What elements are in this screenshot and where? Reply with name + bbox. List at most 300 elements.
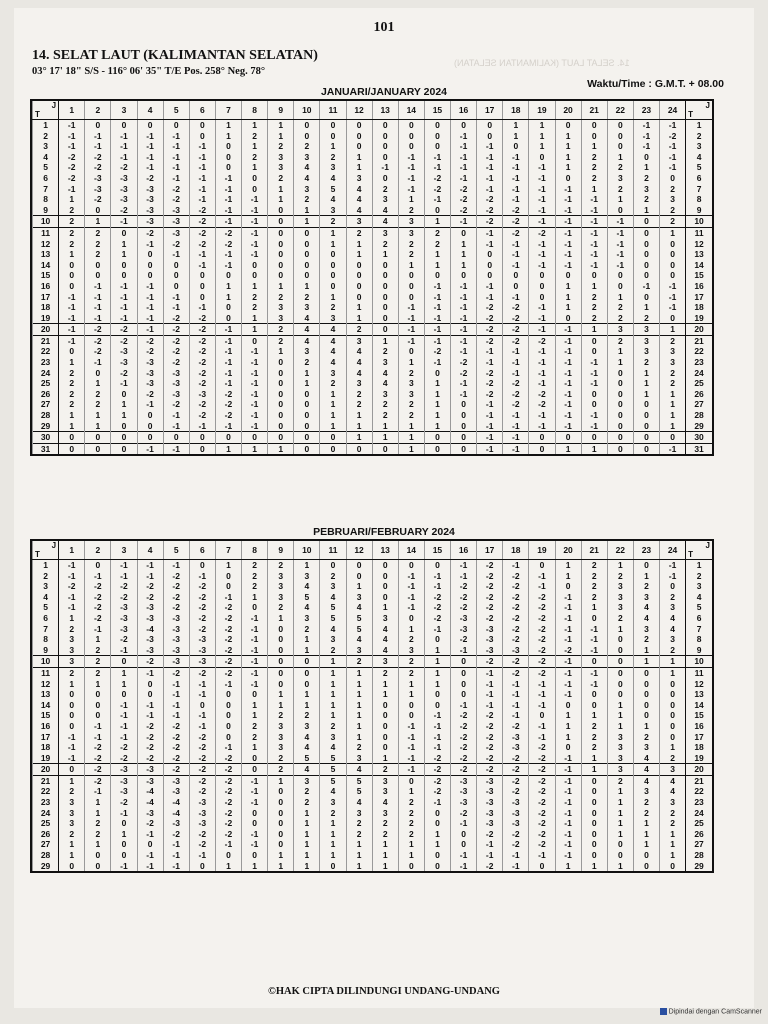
day-label-right: 28	[686, 850, 712, 861]
tide-cell: 1	[294, 818, 320, 829]
tide-cell: 0	[398, 270, 424, 281]
tide-cell: -1	[581, 624, 607, 635]
tide-cell: 5	[294, 592, 320, 603]
tide-cell: 0	[555, 173, 581, 184]
tide-cell: 0	[215, 270, 241, 281]
day-label-right: 8	[686, 634, 712, 645]
tide-cell: 0	[59, 700, 85, 711]
tide-cell: -2	[85, 194, 111, 205]
day-label: 6	[33, 173, 59, 184]
tide-cell: -3	[137, 368, 163, 379]
tide-cell: -2	[529, 764, 555, 776]
tide-cell: 0	[189, 292, 215, 303]
hour-header: 4	[137, 541, 163, 560]
tide-cell: -1	[137, 131, 163, 142]
tide-cell: 1	[607, 710, 633, 721]
tide-cell: -1	[424, 797, 450, 808]
tide-cell: -1	[503, 184, 529, 195]
day-label: 11	[33, 667, 59, 678]
tide-cell: 0	[581, 346, 607, 357]
tide-cell: -2	[189, 335, 215, 346]
tide-cell: 0	[242, 689, 268, 700]
tide-cell: 1	[242, 120, 268, 131]
day-label: 21	[33, 775, 59, 786]
tide-cell: 0	[59, 721, 85, 732]
tide-cell: 0	[215, 141, 241, 152]
tide-cell: -1	[215, 184, 241, 195]
tide-cell: 0	[137, 432, 163, 444]
tide-cell: 3	[294, 184, 320, 195]
table-row	[33, 861, 713, 872]
tide-cell: -1	[660, 120, 686, 131]
tide-cell: 0	[581, 432, 607, 444]
tide-cell: 0	[137, 410, 163, 421]
tide-cell: -1	[59, 292, 85, 303]
tide-cell: 0	[137, 270, 163, 281]
day-label-right: 17	[686, 292, 712, 303]
day-label: 16	[33, 721, 59, 732]
tide-cell: -1	[85, 624, 111, 635]
tide-cell: 5	[320, 764, 346, 776]
tide-cell: 1	[215, 560, 241, 571]
tide-cell: -1	[163, 560, 189, 571]
tide-cell: 3	[633, 592, 659, 603]
tide-cell: -1	[242, 829, 268, 840]
tide-cell: -2	[137, 753, 163, 764]
tide-cell: 0	[346, 443, 372, 454]
tide-cell: -1	[242, 421, 268, 432]
tide-cell: -1	[529, 324, 555, 336]
day-label: 2	[33, 571, 59, 582]
tide-cell: -2	[189, 613, 215, 624]
tide-cell: -1	[163, 173, 189, 184]
day-label-right: 29	[686, 421, 712, 432]
tide-cell: 2	[607, 571, 633, 582]
tide-cell: -2	[451, 732, 477, 743]
tide-cell: 2	[581, 313, 607, 324]
tide-cell: -1	[242, 667, 268, 678]
tide-cell: 0	[477, 260, 503, 271]
day-label-right: 8	[686, 194, 712, 205]
tide-cell: 3	[268, 732, 294, 743]
tide-cell: -1	[424, 313, 450, 324]
tide-cell: 0	[581, 839, 607, 850]
tide-cell: -3	[503, 808, 529, 819]
tide-cell: 2	[85, 227, 111, 238]
tide-cell: -1	[242, 775, 268, 786]
tide-cell: 0	[242, 808, 268, 819]
tide-cell: 4	[320, 173, 346, 184]
tide-cell: 2	[242, 560, 268, 571]
tide-cell: 0	[581, 808, 607, 819]
tide-cell: 5	[320, 613, 346, 624]
tide-cell: -2	[503, 624, 529, 635]
tide-cell: 0	[372, 131, 398, 142]
tide-cell: 1	[294, 634, 320, 645]
tide-cell: -3	[189, 818, 215, 829]
tide-cell: 1	[320, 292, 346, 303]
tide-cell: -2	[503, 721, 529, 732]
tide-cell: -1	[477, 281, 503, 292]
table-row	[33, 808, 713, 819]
tide-cell: 1	[581, 443, 607, 454]
tide-cell: -1	[59, 131, 85, 142]
tide-cell: 0	[607, 399, 633, 410]
tide-cell: -1	[503, 249, 529, 260]
tide-cell: -1	[189, 679, 215, 690]
tide-cell: 3	[320, 732, 346, 743]
tide-cell: -3	[503, 645, 529, 656]
tide-cell: 4	[372, 216, 398, 228]
tide-cell: 3	[398, 227, 424, 238]
tide-cell: 0	[398, 281, 424, 292]
tide-cell: 0	[633, 270, 659, 281]
tide-cell: 2	[581, 152, 607, 163]
hour-header: 22	[607, 541, 633, 560]
tide-cell: 1	[242, 861, 268, 872]
tide-cell: 0	[633, 227, 659, 238]
hour-header: 12	[346, 541, 372, 560]
camscanner-icon	[660, 1008, 667, 1015]
tide-cell: 2	[398, 634, 424, 645]
tide-cell: 3	[660, 764, 686, 776]
tide-cell: 1	[320, 689, 346, 700]
hour-header: 24	[660, 541, 686, 560]
tide-cell: -3	[477, 634, 503, 645]
tide-cell: -1	[59, 313, 85, 324]
tide-cell: -2	[451, 753, 477, 764]
scanner-watermark	[660, 1008, 762, 1015]
tide-cell: 1	[451, 249, 477, 260]
tide-cell: 4	[346, 205, 372, 216]
tide-cell: 0	[242, 270, 268, 281]
tide-cell: -2	[189, 753, 215, 764]
tide-cell: -2	[85, 613, 111, 624]
tide-cell: -1	[477, 162, 503, 173]
tide-cell: 0	[320, 270, 346, 281]
tide-cell: -2	[111, 205, 137, 216]
tide-cell: -1	[477, 432, 503, 444]
tide-cell: 3	[320, 634, 346, 645]
tide-cell: 0	[607, 120, 633, 131]
tide-cell: -1	[215, 679, 241, 690]
tide-cell: 0	[137, 120, 163, 131]
tide-cell: -3	[477, 786, 503, 797]
tide-cell: -3	[503, 742, 529, 753]
tide-cell: 0	[85, 443, 111, 454]
tide-cell: -1	[111, 131, 137, 142]
tide-cell: 1	[581, 710, 607, 721]
january-table	[30, 99, 714, 456]
tide-cell: -2	[503, 786, 529, 797]
tide-cell: -3	[477, 645, 503, 656]
tide-cell: 0	[85, 850, 111, 861]
day-label-right: 26	[686, 829, 712, 840]
day-label: 30	[33, 432, 59, 444]
tide-cell: -2	[503, 592, 529, 603]
tide-cell: -1	[529, 410, 555, 421]
tide-cell: -1	[215, 249, 241, 260]
tide-cell: 1	[242, 710, 268, 721]
tide-cell: 5	[346, 786, 372, 797]
day-label: 16	[33, 281, 59, 292]
tide-cell: 0	[111, 260, 137, 271]
tide-cell: 0	[451, 689, 477, 700]
tide-cell: -1	[215, 378, 241, 389]
tide-cell: 2	[607, 335, 633, 346]
tide-cell: 2	[581, 302, 607, 313]
tide-cell: 0	[607, 389, 633, 400]
tide-cell: -1	[451, 645, 477, 656]
tide-cell: 1	[346, 710, 372, 721]
tide-cell: 4	[294, 742, 320, 753]
tide-cell: -2	[85, 602, 111, 613]
tide-cell: 0	[268, 634, 294, 645]
tide-cell: -1	[215, 335, 241, 346]
tide-cell: 0	[268, 205, 294, 216]
tide-cell: 0	[372, 152, 398, 163]
day-label-right: 18	[686, 742, 712, 753]
tide-cell: 1	[85, 378, 111, 389]
tide-cell: -2	[137, 346, 163, 357]
tide-cell: 1	[294, 839, 320, 850]
tide-cell: -1	[424, 357, 450, 368]
tide-cell: 1	[320, 141, 346, 152]
tide-cell: -1	[242, 613, 268, 624]
hour-header: 23	[633, 541, 659, 560]
tide-cell: -1	[529, 313, 555, 324]
tide-cell: -2	[215, 624, 241, 635]
tide-cell: -1	[529, 302, 555, 313]
tide-cell: 1	[372, 861, 398, 872]
hour-header: 6	[189, 101, 215, 120]
day-label: 15	[33, 270, 59, 281]
tide-cell: -1	[477, 173, 503, 184]
tide-cell: 2	[268, 753, 294, 764]
table-row	[33, 592, 713, 603]
tide-cell: -1	[85, 141, 111, 152]
tide-cell: -1	[398, 302, 424, 313]
day-label: 28	[33, 410, 59, 421]
tide-cell: -1	[529, 184, 555, 195]
tide-cell: 0	[555, 313, 581, 324]
tide-cell: -1	[85, 357, 111, 368]
tide-cell: -2	[163, 742, 189, 753]
tide-cell: 0	[398, 861, 424, 872]
tide-cell: -1	[137, 162, 163, 173]
tide-cell: 2	[346, 324, 372, 336]
day-label: 1	[33, 120, 59, 131]
tide-cell: -3	[477, 624, 503, 635]
tide-cell: 1	[268, 131, 294, 142]
tide-cell: 2	[581, 721, 607, 732]
tide-cell: 0	[242, 260, 268, 271]
day-label-right: 27	[686, 839, 712, 850]
tide-cell: -1	[163, 421, 189, 432]
tide-cell: 0	[660, 239, 686, 250]
tide-cell: -1	[555, 335, 581, 346]
tide-cell: 2	[372, 829, 398, 840]
tide-cell: 1	[633, 162, 659, 173]
hour-header: 18	[503, 541, 529, 560]
tide-cell: -2	[163, 571, 189, 582]
tide-cell: -3	[111, 613, 137, 624]
tide-cell: 3	[268, 152, 294, 163]
tide-cell: 4	[320, 592, 346, 603]
table-row	[33, 421, 713, 432]
tide-cell: 0	[424, 368, 450, 379]
tide-cell: 1	[372, 421, 398, 432]
tide-cell: 1	[111, 239, 137, 250]
tide-cell: -1	[529, 194, 555, 205]
day-label: 14	[33, 260, 59, 271]
tide-cell: -2	[215, 753, 241, 764]
tide-cell: -2	[424, 602, 450, 613]
tide-cell: 5	[320, 775, 346, 786]
day-label-right: 1	[686, 560, 712, 571]
tide-cell: 0	[503, 281, 529, 292]
tide-cell: 1	[424, 389, 450, 400]
tide-cell: -2	[503, 324, 529, 336]
tide-cell: 0	[268, 829, 294, 840]
tide-cell: 1	[294, 216, 320, 228]
tide-cell: 0	[607, 270, 633, 281]
tide-cell: -1	[424, 324, 450, 336]
day-label: 13	[33, 249, 59, 260]
tide-cell: 2	[320, 302, 346, 313]
tide-cell: -1	[137, 239, 163, 250]
tide-cell: -1	[451, 700, 477, 711]
tide-cell: -2	[503, 775, 529, 786]
tide-cell: -2	[529, 818, 555, 829]
tide-cell: 4	[294, 335, 320, 346]
tide-cell: 1	[424, 216, 450, 228]
tide-cell: 3	[346, 753, 372, 764]
tide-cell: 0	[555, 742, 581, 753]
tide-cell: -1	[111, 700, 137, 711]
day-label: 23	[33, 357, 59, 368]
table-row	[33, 634, 713, 645]
tide-cell: -1	[398, 184, 424, 195]
tide-cell: -1	[529, 357, 555, 368]
tide-cell: -3	[137, 808, 163, 819]
tide-cell: -2	[163, 357, 189, 368]
tide-cell: 5	[346, 624, 372, 635]
tide-cell: 1	[581, 753, 607, 764]
tide-cell: 2	[633, 173, 659, 184]
hour-header: 1	[59, 101, 85, 120]
tide-cell: -3	[137, 357, 163, 368]
tide-cell: -1	[555, 613, 581, 624]
tide-cell: -1	[215, 742, 241, 753]
tide-cell: -1	[137, 324, 163, 336]
tide-cell: -1	[451, 292, 477, 303]
tide-cell: -1	[529, 421, 555, 432]
tide-cell: 0	[398, 131, 424, 142]
tide-cell: 4	[320, 742, 346, 753]
tide-cell: 0	[424, 141, 450, 152]
tide-cell: -3	[163, 389, 189, 400]
tide-cell: 0	[85, 432, 111, 444]
tide-cell: -1	[137, 141, 163, 152]
tide-cell: 1	[581, 324, 607, 336]
tide-cell: 0	[555, 581, 581, 592]
tide-cell: 1	[555, 162, 581, 173]
table-row	[33, 205, 713, 216]
tide-cell: -2	[215, 645, 241, 656]
tide-cell: 2	[581, 162, 607, 173]
tide-cell: 2	[398, 808, 424, 819]
hour-header: 2	[85, 101, 111, 120]
tide-cell: -1	[477, 700, 503, 711]
tide-cell: 0	[163, 281, 189, 292]
tide-cell: 0	[268, 656, 294, 668]
tide-cell: -2	[477, 753, 503, 764]
time-zone-label: Waktu/Time : G.M.T. + 08.00	[587, 78, 724, 90]
tide-cell: -1	[242, 357, 268, 368]
tide-cell: 0	[607, 131, 633, 142]
tide-cell: 4	[633, 613, 659, 624]
day-label: 5	[33, 602, 59, 613]
tide-cell: 2	[607, 775, 633, 786]
tide-cell: 1	[581, 861, 607, 872]
tide-cell: 0	[660, 173, 686, 184]
tide-cell: 0	[581, 270, 607, 281]
tide-cell: 0	[633, 239, 659, 250]
tide-cell: 4	[346, 194, 372, 205]
tide-cell: -2	[85, 581, 111, 592]
tide-cell: -2	[137, 656, 163, 668]
tide-cell: -1	[137, 443, 163, 454]
tide-cell: 1	[320, 839, 346, 850]
tide-cell: 1	[346, 667, 372, 678]
tide-cell: -2	[189, 592, 215, 603]
tide-cell: -3	[111, 346, 137, 357]
tide-cell: -1	[555, 205, 581, 216]
tide-cell: -1	[529, 700, 555, 711]
tide-cell: -1	[163, 850, 189, 861]
tide-cell: 3	[633, 786, 659, 797]
tide-cell: -4	[137, 624, 163, 635]
day-label-right: 28	[686, 410, 712, 421]
hour-header: 11	[320, 101, 346, 120]
tide-cell: 1	[372, 432, 398, 444]
tide-cell: 0	[189, 443, 215, 454]
day-label-right: 6	[686, 613, 712, 624]
tide-cell: -1	[555, 775, 581, 786]
tide-cell: 1	[660, 667, 686, 678]
table-row	[33, 667, 713, 678]
tide-cell: -1	[424, 581, 450, 592]
tide-cell: -1	[529, 581, 555, 592]
tide-cell: -1	[189, 571, 215, 582]
tide-cell: 1	[398, 421, 424, 432]
tide-cell: 1	[607, 818, 633, 829]
tide-cell: -2	[85, 152, 111, 163]
tide-cell: 4	[372, 645, 398, 656]
tide-cell: -1	[215, 592, 241, 603]
tide-cell: 0	[242, 753, 268, 764]
tide-cell: -1	[555, 818, 581, 829]
tide-cell: 2	[660, 368, 686, 379]
tide-cell: -1	[59, 184, 85, 195]
tide-cell: -1	[242, 399, 268, 410]
tide-cell: 0	[242, 335, 268, 346]
tide-cell: -3	[189, 808, 215, 819]
tide-cell: 4	[660, 786, 686, 797]
tide-cell: 3	[59, 634, 85, 645]
tide-cell: -2	[529, 753, 555, 764]
